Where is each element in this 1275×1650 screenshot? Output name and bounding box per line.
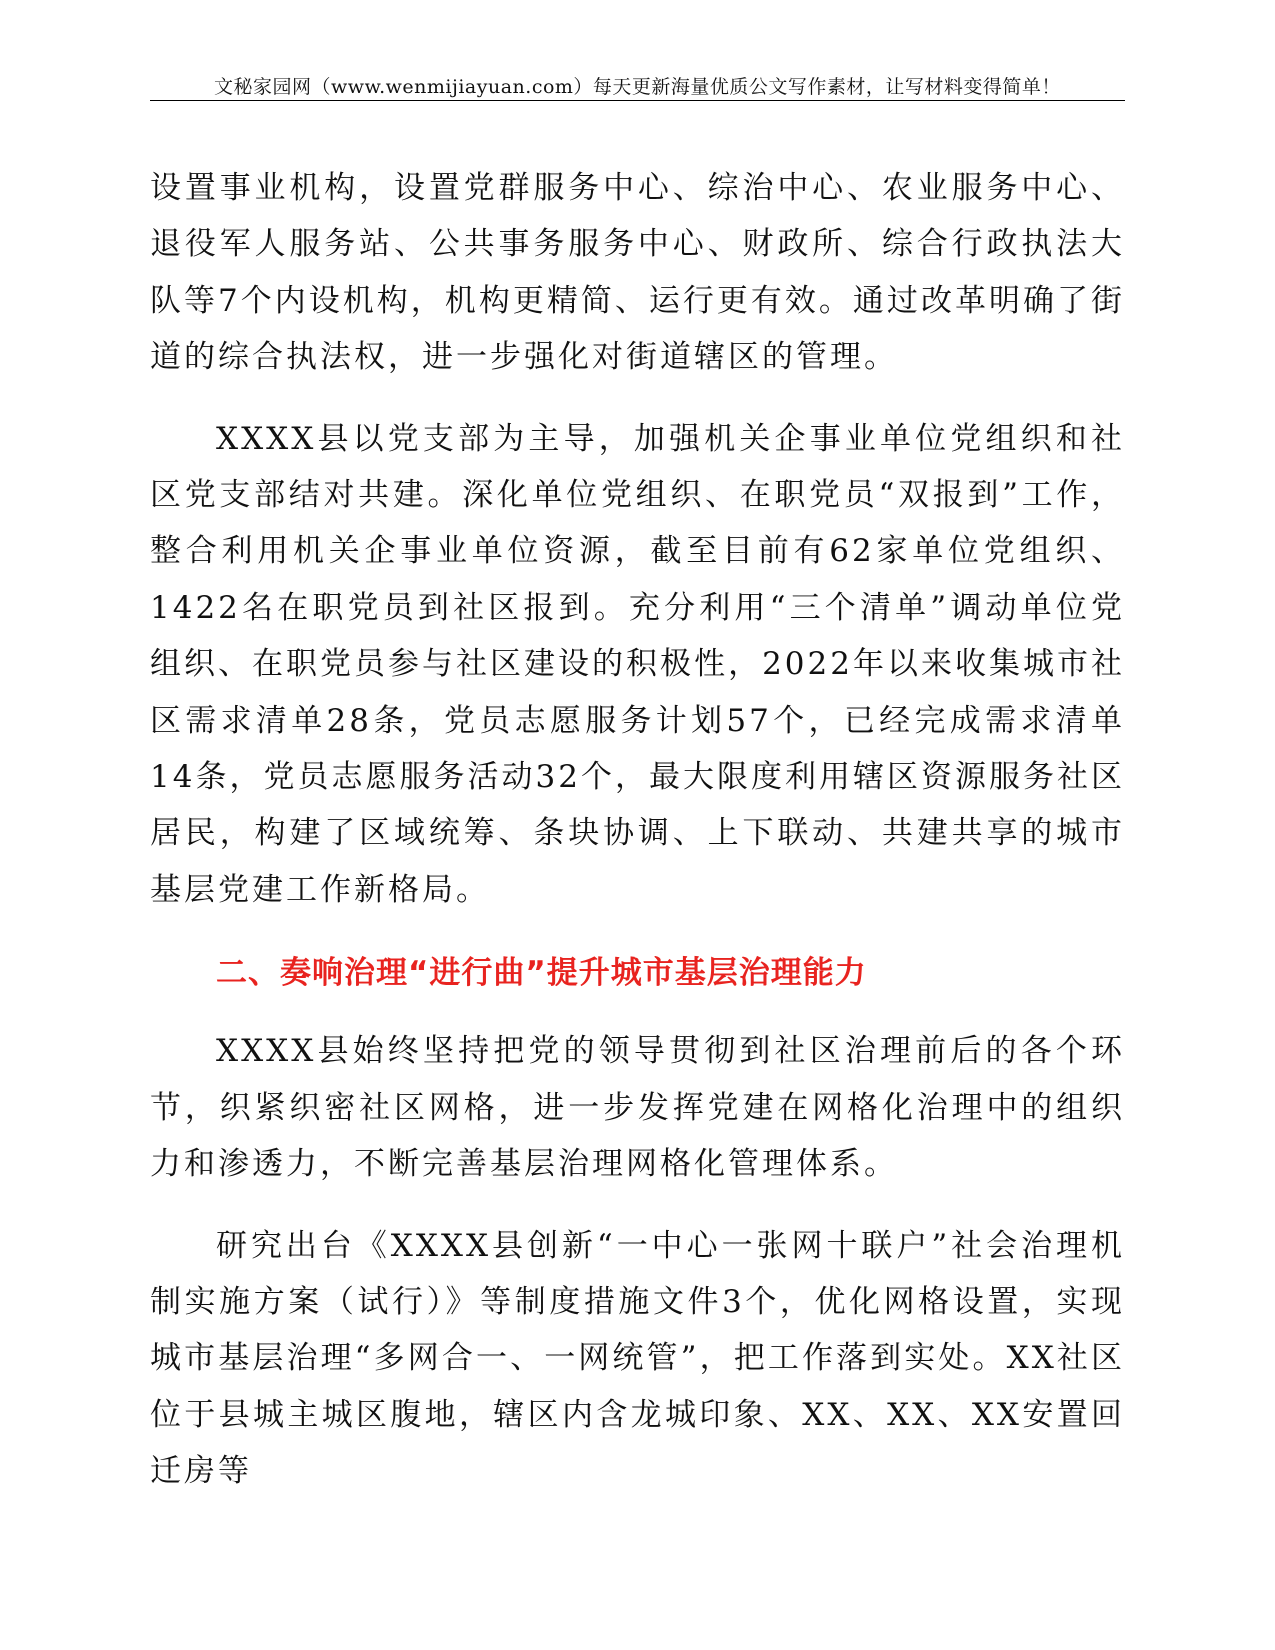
section-heading: 二、奏响治理“进行曲”提升城市基层治理能力 [216,955,867,992]
paragraph-continued: 设置事业机构，设置党群服务中心、综治中心、农业服务中心、退役军人服务站、公共事务服务中心、财政所、综合行政执法大队等7个内设机构，机构更精简、运行更有效。通过改革明确了街道的综合执法权，进一步强化对街道辖区的管理。 [150,170,1125,376]
paragraph-policy-documents: 研究出台《XXXX县创新“一中心一张网十联户”社会治理机制实施方案（试行）》等制度措施文件3个，优化网格设置，实现城市基层治理“多网合一、一网统管”，把工作落到实处。XX社区位于县城主城区腹地，辖区内含龙城印象、XX、XX、XX安置回迁房等 [150,1227,1125,1490]
paragraph-grid-governance: XXXX县始终坚持把党的领导贯彻到社区治理前后的各个环节，织紧织密社区网格，进一步发挥党建在网格化治理中的组织力和渗透力，不断完善基层治理网格化管理体系。 [150,1033,1125,1183]
page-header: 文秘家园网（www.wenmijiayuan.com）每天更新海量优质公文写作素材，让写材料变得简单！ [214,76,1061,98]
header-divider [150,100,1125,101]
paragraph-party-branch: XXXX县以党支部为主导，加强机关企事业单位党组织和社区党支部结对共建。深化单位党组织、在职党员“双报到”工作，整合利用机关企事业单位资源，截至目前有62家单位党组织、1422名在职党员到社区报到。充分利用“三个清单”调动单位党组织、在职党员参与社区建设的积极性，2022年以来收集城市社区需求清单28条，党员志愿服务计划57个，已经完成需求清单14条，党员志愿服务活动32个，最大限度利用辖区资源服务社区居民，构建了区域统筹、条块协调、上下联动、共建共享的城市基层党建工作新格局。 [150,420,1125,908]
document-body [150,160,1125,1525]
